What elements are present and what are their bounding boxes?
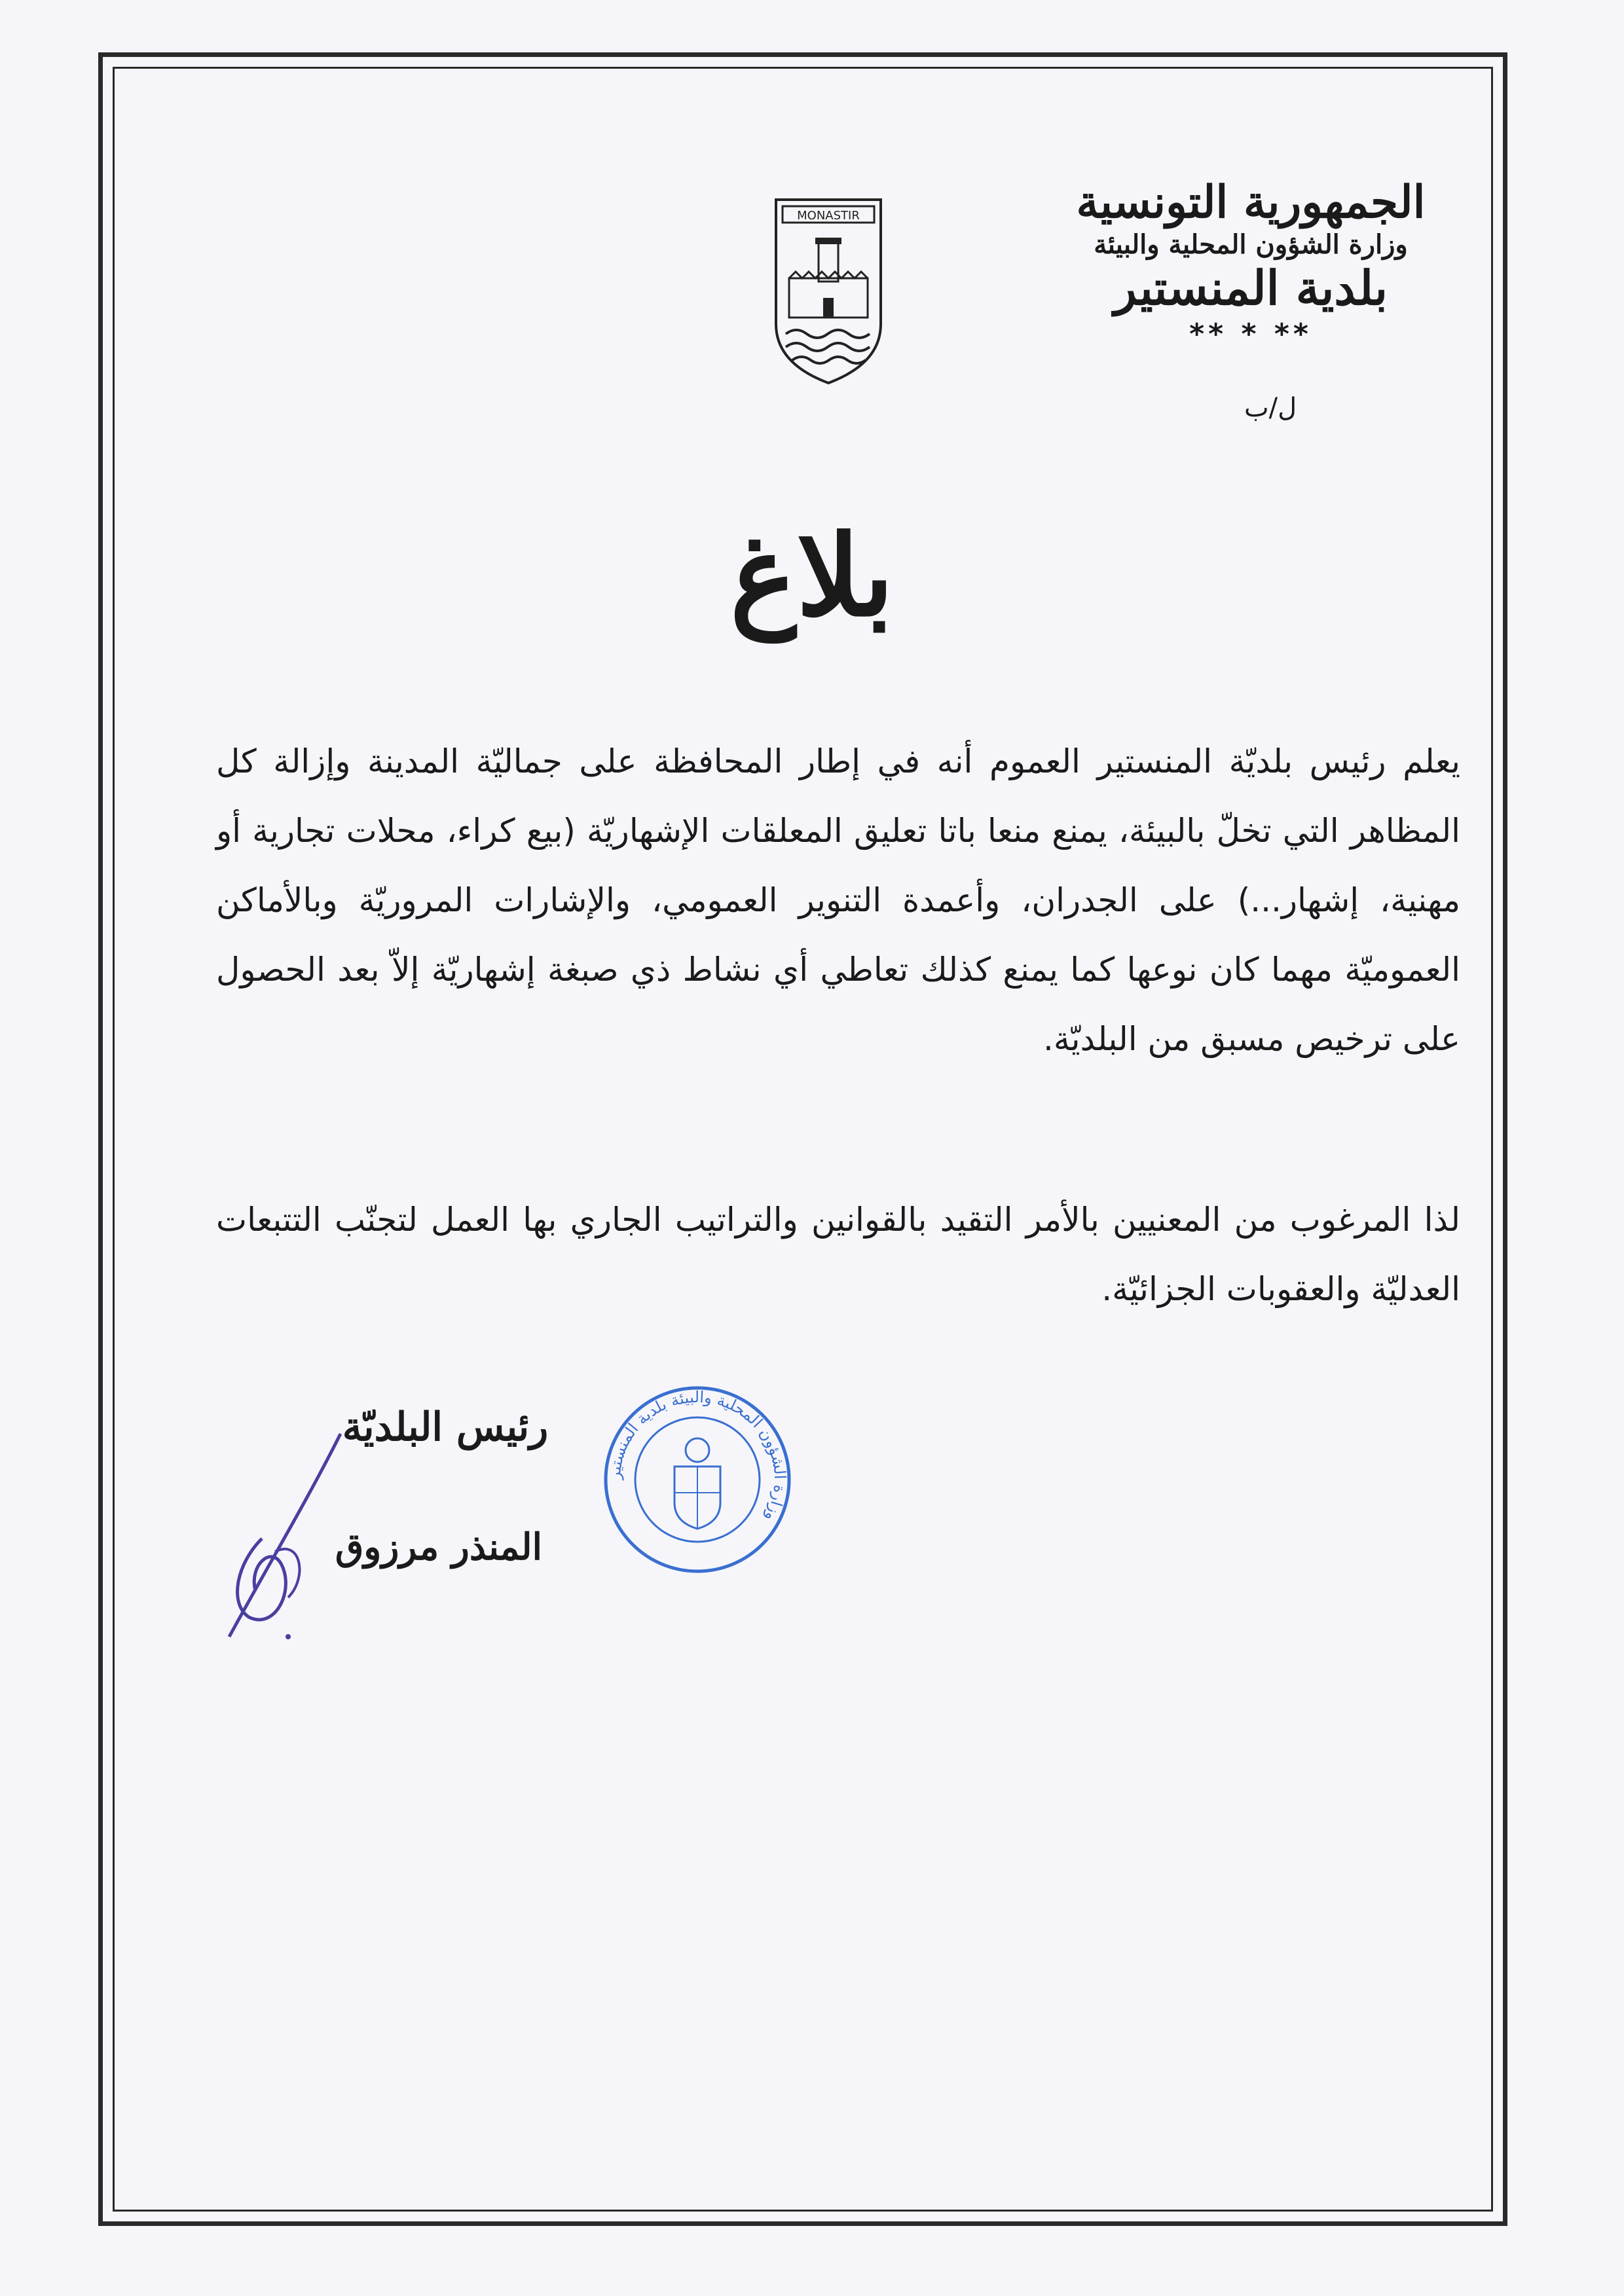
handwritten-signature-icon [210, 1421, 380, 1643]
ministry-name: وزارة الشؤون المحلية والبيئة [1094, 229, 1408, 261]
page-title: بلاغ [729, 511, 895, 642]
monastir-crest-icon [763, 193, 894, 390]
announcement-paragraph-1: يعلم رئيس بلديّة المنستير العموم أنه في إطار المحافظة على جماليّة المدينة وإزالة كل المظاهر التي تخلّ بالبيئة، يمنع منعا باتا تعليق المعلقات الإشهاريّة (بيع كراء، محلات تجارية أو مهنية، إشهار...) على الجدران، وأعمدة التنوير العمومي، والإشارات المروريّة وبالأماكن العموميّة مهما كان نوعها كما يمنع كذلك تعاطي أي نشاط ذي صبغة إشهاريّة إلاّ بعد الحصول على ترخيص مسبق من البلديّة. [216, 742, 1460, 1058]
municipality-name: بلدية المنستير [1113, 260, 1388, 316]
stamp-text: وزارة الشؤون المحلية والبيئة بلدية المنستير [605, 1387, 790, 1525]
header-stars: ** * ** [1189, 318, 1312, 352]
letterhead [1048, 177, 1454, 351]
crest-label: MONASTIR [797, 209, 860, 223]
official-stamp-icon [599, 1381, 796, 1578]
reference-code: ل/ب [1244, 393, 1297, 423]
announcement-paragraph-2: لذا المرغوب من المعنيين بالأمر التقيد بالقوانين والتراتيب الجاري بها العمل لتجنّب التتبعات العدليّة والعقوبات الجزائيّة. [216, 1201, 1460, 1308]
signatory-name: المنذر مرزوق [335, 1525, 543, 1569]
republic-name: الجمهورية التونسية [1076, 176, 1426, 228]
signatory-title: رئيس البلديّة [342, 1404, 549, 1450]
